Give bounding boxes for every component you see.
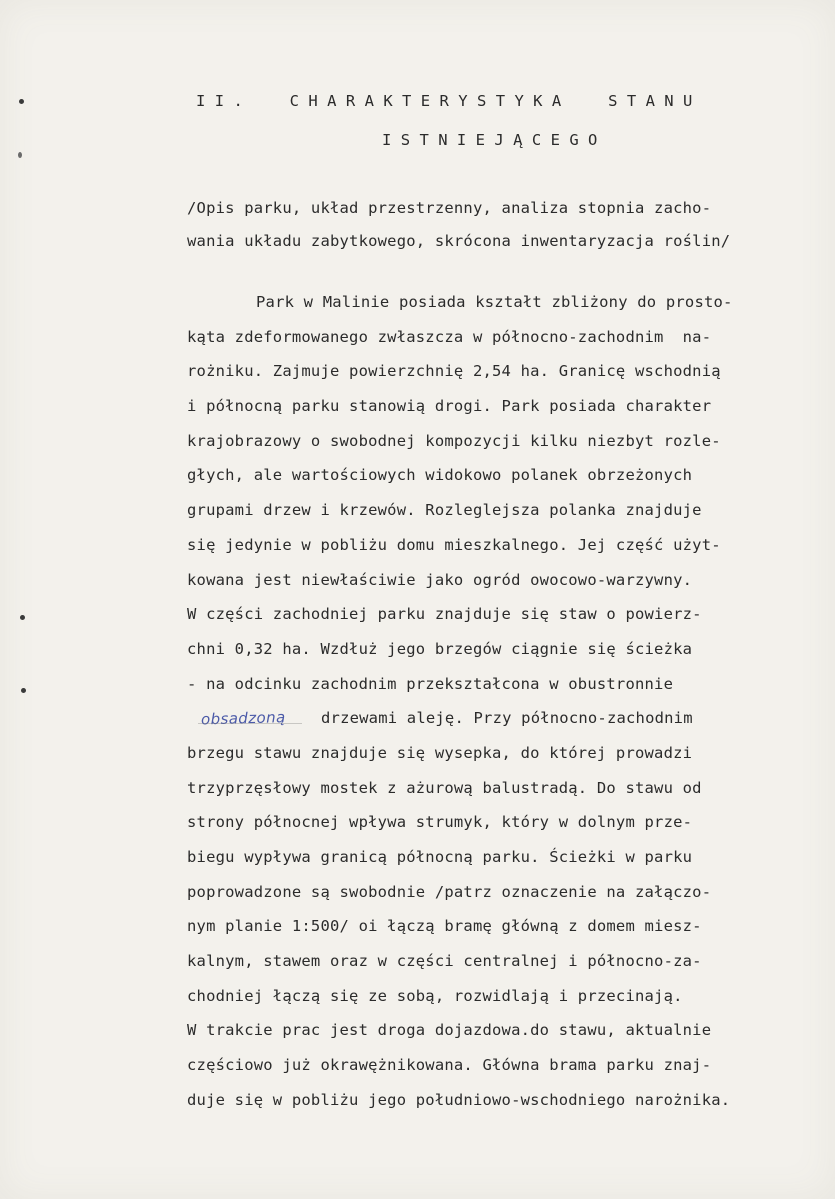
paragraph-line: W trakcie prac jest droga dojazdowa.do stawu, aktualnie [187,1021,712,1040]
paragraph-line: kąta zdeformowanego zwłaszcza w północno-zachodnim na- [187,327,712,346]
section-subtitle [187,192,807,258]
subtitle-line: wania układu zabytkowego, skrócona inwentaryzacja roślin/ [187,232,731,250]
paragraph-line: kalnym, stawem oraz w części centralnej i północno-za- [187,952,702,971]
paragraph-line: się jedynie w pobliżu domu mieszkalnego. Jej część użyt- [187,535,721,554]
paragraph-line: brzegu stawu znajduje się wysepka, do której prowadzi [187,743,693,762]
punch-hole-mark [18,152,22,158]
paragraph-line: chni 0,32 ha. Wzdłuż jego brzegów ciągnie się ścieżka [187,639,693,658]
paragraph-line: biegu wypływa granicą północną parku. Ścieżki w parku [187,848,693,866]
paragraph-line: - na odcinku zachodnim przekształcona w obustronnie [187,674,674,693]
punch-hole-mark [20,615,25,620]
punch-hole-mark [19,99,24,104]
paragraph-line: nym planie 1:500/ oi łączą bramę główną z domem miesz- [187,917,702,936]
section-title-line-1: II. CHARAKTERYSTYKA STANU [196,92,702,110]
paragraph-line-with-handwriting [187,701,807,736]
paragraph-line: duje się w pobliżu jego południowo-wschodniego narożnika. [187,1090,731,1109]
paragraph-line: trzyprzęsłowy mostek z ażurową balustradą. Do stawu od [187,778,702,797]
body-paragraph [187,285,807,1118]
handwriting-guide-line [198,723,302,724]
paragraph-line: strony północnej wpływa strumyk, który w dolnym prze- [187,813,693,832]
paragraph-line: krajobrazowy o swobodnej kompozycji kilku niezbyt rozle- [187,431,721,450]
paragraph-line: Park w Malinie posiada kształt zbliżony do prosto- [256,293,733,311]
paragraph-line: W części zachodniej parku znajduje się staw o powierz- [187,605,702,624]
paragraph-line: i północną parku stanowią drogi. Park posiada charakter [187,397,712,416]
paragraph-line: grupami drzew i krzewów. Rozleglejsza polanka znajduje [187,501,702,520]
paragraph-line: głych, ale wartościowych widokowo polanek obrzeżonych [187,466,693,485]
punch-hole-mark [21,688,26,693]
handwritten-insertion: obsadzoną [200,708,286,729]
section-title-line-2: ISTNIEJĄCEGO [382,131,607,149]
paragraph-line-continuation: drzewami aleję. Przy północno-zachodnim [321,709,693,728]
subtitle-line: /Opis parku, układ przestrzenny, analiza stopnia zacho- [187,199,712,217]
paragraph-line: kowana jest niewłaściwie jako ogród owocowo-warzywny. [187,570,693,589]
paragraph-line: częściowo już okrawężnikowana. Główna brama parku znaj- [187,1056,712,1075]
paragraph-line: rożniku. Zajmuje powierzchnię 2,54 ha. Granicę wschodnią [187,362,721,381]
paragraph-line: poprowadzone są swobodnie /patrz oznaczenie na załączo- [187,882,712,901]
paragraph-line: chodniej łączą się ze sobą, rozwidlają i przecinają. [187,986,683,1005]
